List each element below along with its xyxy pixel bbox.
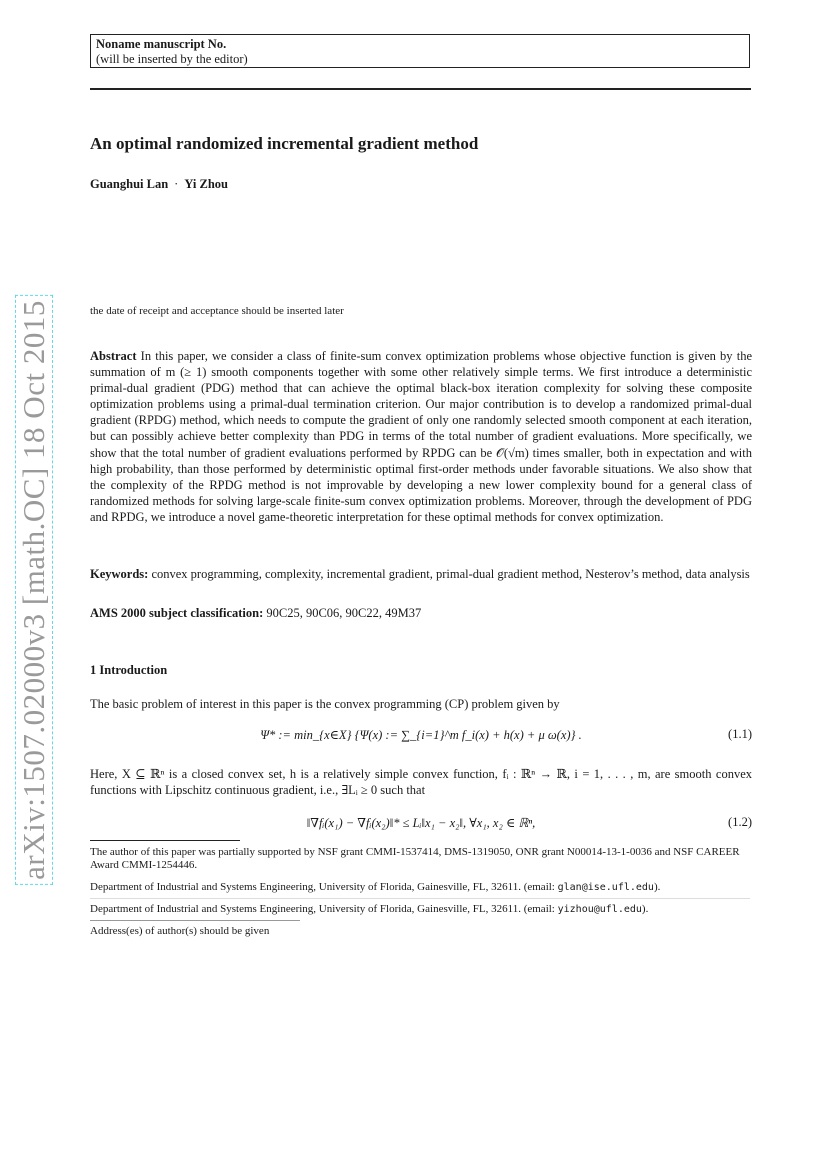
intro-paragraph: Here, X ⊆ ℝⁿ is a closed convex set, h is a relatively simple convex function, fᵢ : ℝⁿ → ℝ, i = 1, . . . , m, are smooth convex functions with Lipschitz continuous gradient, i.e., ∃Lᵢ ≥ 0 such that: [90, 767, 752, 798]
abstract: [90, 348, 752, 525]
paper-title: An optimal randomized incremental gradient method: [90, 134, 479, 153]
receipt-note: the date of receipt and acceptance should be inserted later: [90, 305, 344, 317]
email-link[interactable]: yizhou@ufl.edu: [557, 904, 642, 915]
affiliation-close: ).: [641, 903, 649, 915]
author-list: [90, 177, 228, 192]
equation-number: (1.1): [728, 727, 752, 741]
footnote-divider: [90, 898, 750, 899]
author-name: Guanghui Lan: [90, 177, 169, 191]
intro-paragraph: The basic problem of interest in this paper is the convex programming (CP) problem given by: [90, 697, 560, 711]
arxiv-identifier[interactable]: arXiv:1507.02000v3 [math.OC] 18 Oct 2015: [15, 295, 53, 885]
equation-number: (1.2): [728, 815, 752, 829]
author-name: Yi Zhou: [184, 177, 228, 191]
equation-1-1: [90, 727, 752, 753]
ams-codes: 90C25, 90C06, 90C22, 49M37: [266, 606, 422, 620]
affiliation-text: Department of Industrial and Systems Engineering, University of Florida, Gainesville, FL, 32611. (email:: [90, 903, 558, 915]
manuscript-header-box: [90, 34, 750, 68]
affiliation-text: Department of Industrial and Systems Engineering, University of Florida, Gainesville, FL, 32611. (email:: [90, 881, 558, 893]
keywords: [90, 566, 752, 582]
affiliation-footnote: [90, 903, 752, 916]
section-heading: 1 Introduction: [90, 663, 168, 677]
abstract-text: In this paper, we consider a class of finite-sum convex optimization problems whose objective function is given by the summation of m (≥ 1) smooth components together with some other relatively simple terms. We first introduce a deterministic primal-dual gradient (PDG) method that can achieve the optimal black-box iteration complexity for solving these composite optimization problems using a primal-dual termination criterion. Our major contribution is to develop a randomized primal-dual gradient (RPDG) method, which needs to compute the gradient of only one randomly selected smooth component at each iteration, but can possibly achieve better complexity than PDG in terms of the total number of gradient evaluations. More specifically, we show that the total number of gradient evaluations performed by RPDG can be 𝒪(√m) times smaller, both in expectation and with high probability, than those performed by deterministic optimal first-order methods under favorable situations. We also show that the complexity of the RPDG method is not improvable by developing a new lower complexity bound for a general class of randomized methods for solving large-scale finite-sum convex optimization problems. Moreover, through the development of PDG and RPDG, we introduce a novel game-theoretic interpretation for these optimal methods for convex optimization.: [90, 349, 752, 524]
address-footnote: Address(es) of author(s) should be given: [90, 925, 270, 937]
affiliation-close: ).: [653, 881, 661, 893]
equation-body: Ψ* := min_{x∈X} {Ψ(x) := ∑_{i=1}^m f_i(x) + h(x) + μ ω(x)} .: [260, 728, 582, 742]
footnote-divider: [90, 920, 300, 921]
editor-note: (will be inserted by the editor): [96, 52, 248, 66]
arxiv-stamp: [14, 300, 54, 880]
ams-heading: AMS 2000 subject classification:: [90, 606, 264, 620]
affiliation-footnote: [90, 881, 752, 894]
author-separator: ·: [174, 177, 179, 191]
abstract-heading: Abstract: [90, 349, 137, 363]
footnote-rule: [90, 840, 240, 841]
keywords-text: convex programming, complexity, incremental gradient, primal-dual gradient method, Nesterov’s method, data analysis: [151, 567, 750, 581]
equation-body: ‖∇fᵢ(x₁) − ∇fᵢ(x₂)‖* ≤ Lᵢ‖x₁ − x₂‖, ∀x₁, x₂ ∈ ℝⁿ,: [306, 816, 536, 830]
funding-footnote: The author of this paper was partially supported by NSF grant CMMI-1537414, DMS-1319050, ONR grant N00014-13-1-0036 and NSF CAREER Award CMMI-1254446.: [90, 846, 740, 871]
header-rule: [90, 88, 751, 90]
ams-classification: [90, 605, 752, 621]
keywords-heading: Keywords:: [90, 567, 149, 581]
manuscript-number: Noname manuscript No.: [96, 37, 227, 51]
equation-1-2: [90, 815, 752, 833]
email-link[interactable]: glan@ise.ufl.edu: [557, 882, 654, 893]
